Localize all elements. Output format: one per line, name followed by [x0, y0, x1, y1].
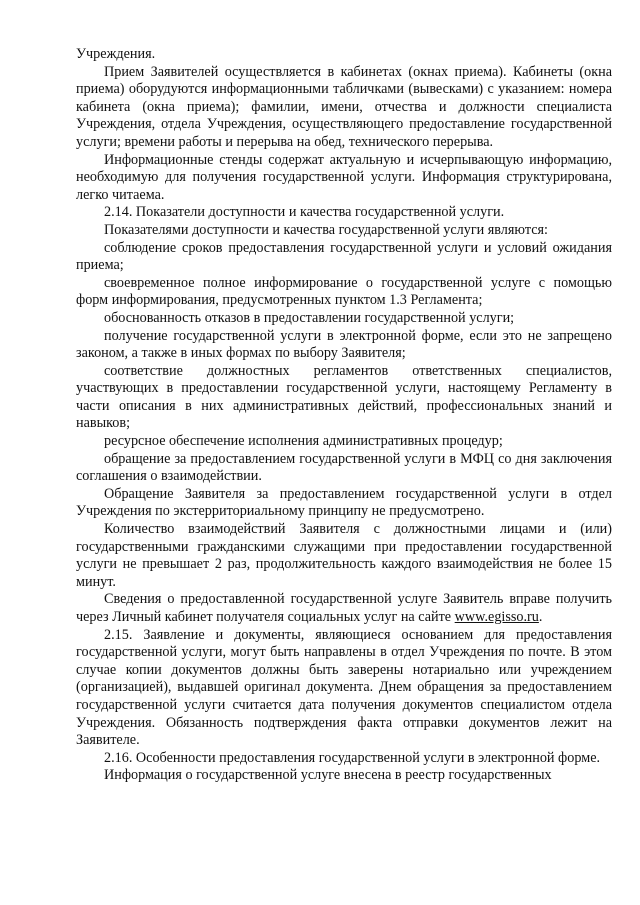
paragraph-1: Учреждения.	[76, 46, 156, 62]
paragraph-14: Количество взаимодействий Заявителя с должностными лицами и (или) государственными гражданскими служащими при предоставлении государственной услуги не превышает 2 раз, продолжительность каждого взаимодействия не более 15 минут.	[76, 521, 612, 590]
paragraph-3: Информационные стенды содержат актуальную и исчерпывающую информацию, необходимую для получения государственной услуги. Информация структурирована, легко читаема.	[76, 151, 612, 203]
paragraph-9: получение государственной услуги в электронной форме, если это не запрещено законом, а также в иных формах по выбору Заявителя;	[76, 327, 612, 362]
paragraph-13: Обращение Заявителя за предоставлением государственной услуги в отдел Учреждения по экстерриториальному принципу не предусмотрено.	[76, 485, 612, 520]
egisso-text: Сведения о предоставленной государственной услуге Заявитель вправе получить через Личный кабинет получателя социальных услуг на сайте	[76, 591, 612, 625]
document-page	[76, 46, 612, 785]
paragraph-7: своевременное полное информирование о государственной услуге с помощью форм информирования, предусмотренных пунктом 1.3 Регламента;	[76, 274, 612, 309]
paragraph-12: обращение за предоставлением государственной услуги в МФЦ со дня заключения соглашения о взаимодействии.	[76, 450, 612, 485]
paragraph-11: ресурсное обеспечение исполнения административных процедур;	[104, 433, 503, 450]
paragraph-2: Прием Заявителей осуществляется в кабинетах (окнах приема). Кабинеты (окна приема) оборудуются информационными табличками (вывесками) с указанием: номера кабинета (окна приема); фамилии, имени, отчества и должности специалиста Учреждения, отдела Учреждения, осуществляющего предоставление государственной услуги; времени работы и перерыва на обед, технического перерыва.	[76, 63, 612, 150]
paragraph-15: 2.15. Заявление и документы, являющиеся основанием для предоставления государственной услуги, могут быть направлены в отдел Учреждения по почте. В этом случае копии документов должны быть заверены нотариально или учреждением (организацией), выдавшей оригинал документа. Днем обращения за предоставлением государственной услуги считается дата получения документов специалистом отдела Учреждения. Обязанность подтверждения факта отправки документов лежит на Заявителе.	[76, 626, 612, 749]
paragraph-egisso	[76, 591, 612, 626]
paragraph-8: обоснованность отказов в предоставлении государственной услуги;	[104, 309, 515, 326]
paragraph-5: Показателями доступности и качества государственной услуги являются:	[104, 221, 548, 238]
egisso-link[interactable]: www.egisso.ru	[454, 609, 539, 625]
paragraph-6: соблюдение сроков предоставления государственной услуги и условий ожидания приема;	[76, 239, 612, 274]
paragraph-17: Информация о государственной услуге внесена в реестр государственных	[104, 767, 552, 784]
paragraph-4: 2.14. Показатели доступности и качества государственной услуги.	[104, 204, 505, 221]
egisso-period: .	[538, 609, 543, 625]
paragraph-16: 2.16. Особенности предоставления государственной услуги в электронной форме.	[104, 749, 601, 766]
paragraph-10: соответствие должностных регламентов ответственных специалистов, участвующих в предоставлении государственной услуги, настоящему Регламенту в части описания в них административных действий, профессиональных знаний и навыков;	[76, 362, 612, 432]
